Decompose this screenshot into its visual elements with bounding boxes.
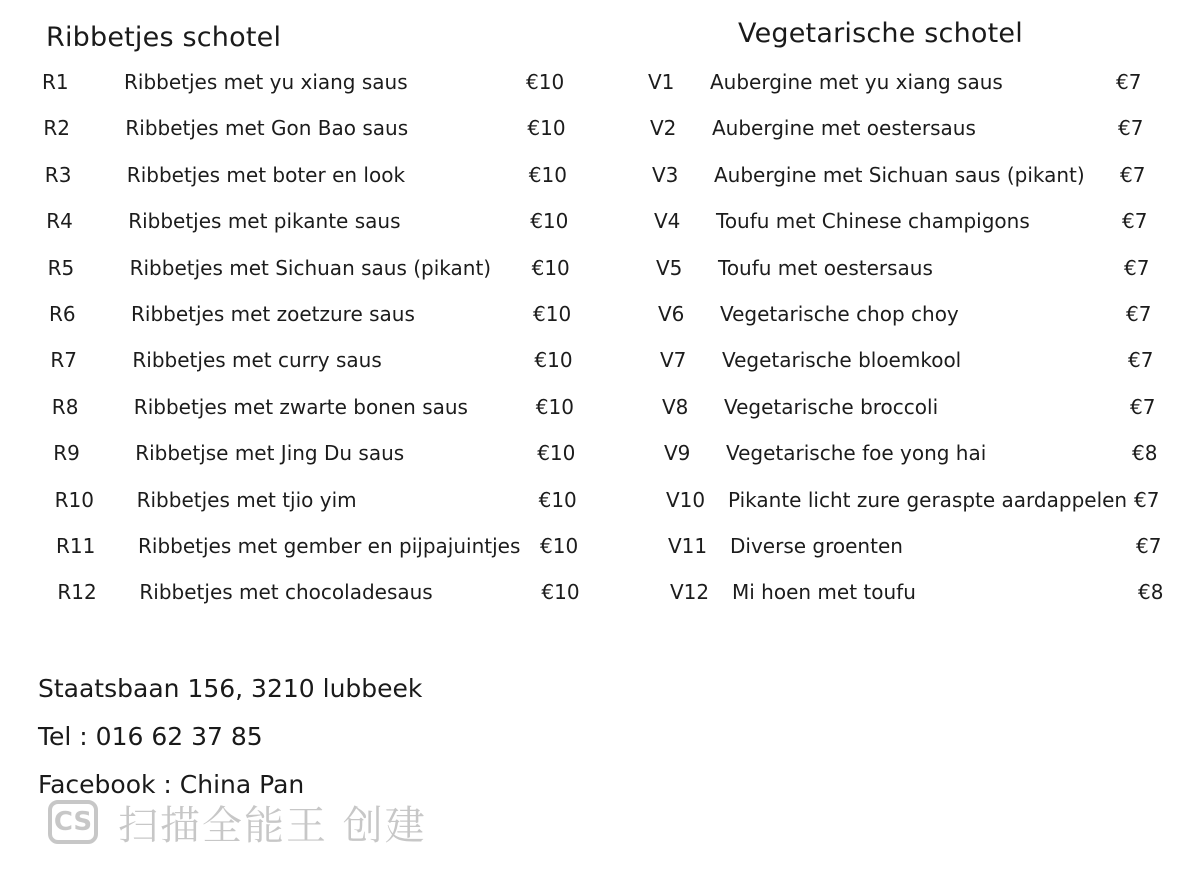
menu-item-price: €8 [1138,580,1164,605]
scanner-watermark [48,796,427,848]
phone-text: Tel : 016 62 37 85 [38,722,263,751]
menu-item-name: Aubergine met yu xiang saus [710,70,1003,94]
camscanner-logo-icon: CS [48,800,98,844]
menu-item [42,70,642,100]
menu-item [662,395,1200,425]
menu-item-name: Pikante licht zure geraspte aardappelen [728,487,1128,512]
menu-item-code: R1 [42,70,69,94]
menu-item [668,534,1200,564]
menu-item-name: Vegetarische bloemkool [722,348,962,373]
veg-section-title: Vegetarische schotel [738,18,1023,49]
menu-item-price: €7 [1136,534,1162,558]
menu-item-name: Aubergine met oestersaus [712,116,976,141]
menu-item-name: Ribbetjes met yu xiang saus [124,70,408,94]
menu-item-code: V1 [648,70,675,94]
menu-item-code: R2 [43,116,71,141]
menu-item-name: Ribbetjes met zoetzure saus [131,302,415,326]
menu-item [45,163,645,193]
menu-item [654,209,1200,239]
menu-item-code: V6 [658,302,685,326]
menu-item-price: €7 [1124,255,1150,280]
menu-item [56,534,656,564]
menu-item [53,441,653,471]
menu-item [670,580,1200,610]
menu-item [48,256,648,286]
menu-item-name: Ribbetjes met Gon Bao saus [125,116,409,141]
menu-item-code: R4 [46,209,73,234]
menu-item-name: Ribbetjes met curry saus [132,348,382,373]
menu-item-code: R5 [47,255,75,280]
menu-item-price: €10 [530,209,569,234]
menu-item-code: R11 [56,534,96,558]
menu-item-name: Diverse groenten [730,534,903,558]
menu-item [49,302,649,332]
menu-item-price: €10 [527,116,566,141]
menu-item-price: €10 [528,162,567,187]
menu-item [648,70,1200,100]
menu-item-name: Toufu met Chinese champigons [716,209,1030,234]
menu-item-code: R7 [50,348,78,373]
menu-item-price: €7 [1118,116,1144,141]
menu-item-price: €7 [1134,487,1160,512]
menu-item [46,209,646,239]
menu-item-price: €10 [535,394,574,419]
menu-item-code: V11 [668,534,708,558]
menu-item-price: €7 [1126,302,1152,326]
menu-item [650,116,1200,146]
menu-item-name: Ribbetjes met zwarte bonen saus [133,394,468,419]
menu-item-code: V3 [652,162,679,187]
menu-item-code: R12 [57,580,97,605]
menu-item-name: Toufu met oestersaus [718,255,933,280]
menu-item-price: €7 [1122,209,1148,234]
menu-item [652,163,1200,193]
menu-item-name: Vegetarische foe yong hai [726,441,987,466]
menu-item-name: Mi hoen met toufu [732,580,916,605]
menu-item-name: Ribbetjse met Jing Du saus [135,441,405,466]
menu-item-price: €7 [1130,394,1156,419]
menu-item-code: V12 [670,580,710,605]
menu-item-code: V7 [660,348,687,373]
menu-item [664,441,1200,471]
menu-item-price: €10 [538,487,577,512]
menu-item [52,395,652,425]
menu-item-code: V8 [662,394,689,419]
menu-item-code: R6 [49,302,76,326]
menu-item-code: R9 [53,441,80,466]
menu-item-price: €10 [531,255,570,280]
menu-item-name: Vegetarische broccoli [724,394,939,419]
menu-item-price: €8 [1132,441,1158,466]
menu-item-price: €10 [533,302,572,326]
ribs-section-title: Ribbetjes schotel [46,22,282,53]
menu-item-price: €10 [534,348,573,373]
menu-item-code: V4 [654,209,681,234]
menu-item [666,488,1200,518]
menu-item-code: R8 [51,394,79,419]
menu-item-price: €7 [1128,348,1154,373]
menu-item [660,348,1200,378]
watermark-text: 扫描全能王 创建 [118,802,427,849]
address-text: Staatsbaan 156, 3210 lubbeek [38,674,423,703]
menu-item-price: €10 [526,70,565,94]
menu-item-price: €7 [1120,162,1146,187]
menu-item-price: €10 [541,580,580,605]
menu-item-code: R10 [54,487,94,512]
menu-item-name: Ribbetjes met boter en look [126,162,406,187]
menu-item-name: Ribbetjes met gember en pijpajuintjes [138,534,521,558]
menu-item-price: €10 [540,534,579,558]
menu-item-code: R3 [44,162,72,187]
menu-item-code: V5 [656,255,683,280]
menu-item-name: Aubergine met Sichuan saus (pikant) [714,162,1085,187]
menu-item-code: V9 [664,441,691,466]
menu-item-name: Ribbetjes met chocoladesaus [139,580,433,605]
facebook-text: Facebook : China Pan [38,770,305,799]
menu-item-code: V2 [650,116,677,141]
menu-item-name: Ribbetjes met tjio yim [136,487,357,512]
menu-item [50,348,650,378]
menu-item-name: Ribbetjes met Sichuan saus (pikant) [129,255,492,280]
menu-item-name: Vegetarische chop choy [720,302,959,326]
menu-item-price: €7 [1116,70,1142,94]
menu-item [43,116,643,146]
menu-item-code: V10 [666,487,706,512]
menu-item [57,580,657,610]
menu-item [658,302,1200,332]
menu-item-price: €10 [537,441,576,466]
menu-item-name: Ribbetjes met pikante saus [128,209,401,234]
menu-item [55,488,655,518]
menu-item [656,256,1200,286]
